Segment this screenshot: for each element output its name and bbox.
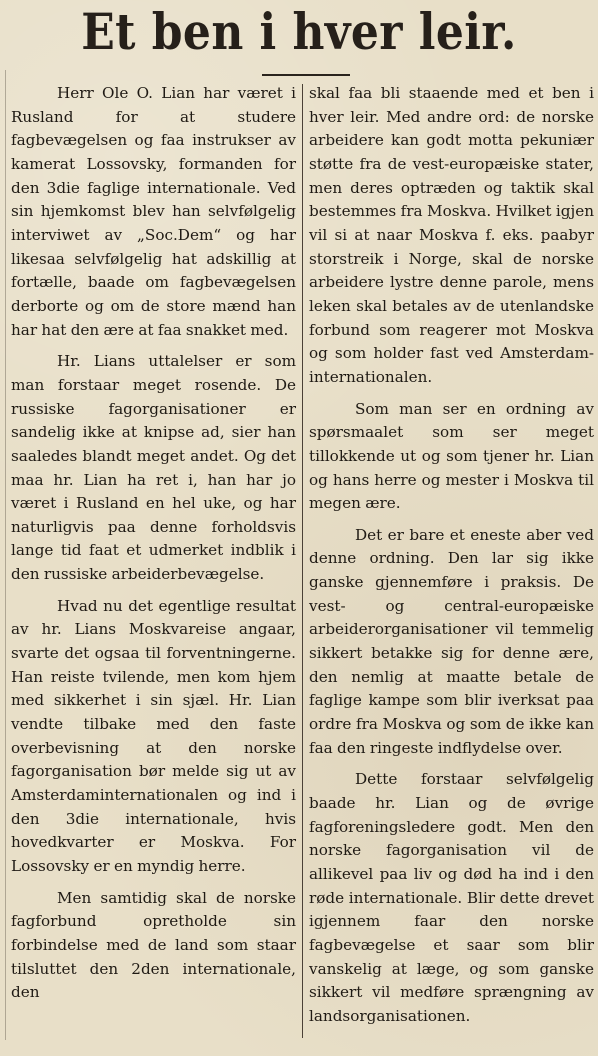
right-column xyxy=(309,82,594,1037)
article-paragraph: Som man ser en ordning av spørsmaalet som ser meget tillokkende ut og som tjener hr. Lian og hans herre og mester i Moskva til megen ære. xyxy=(309,399,594,513)
article-headline: Et ben i hver leir. xyxy=(81,2,517,61)
article-paragraph: Herr Ole O. Lian har været i Rusland for at studere fagbevægelsen og faa instrukser av kamerat Lossovsky, formanden for den 3die faglige internationale. Ved sin hjemkomst blev han selvfølgelig interviwet av „Soc.Dem“ og har likesaa selvfølgelig hat adskillig at fortælle, baade om fagbevægelsen derborte og om de store mænd han har hat den ære at faa snakket med. xyxy=(11,84,296,339)
left-column xyxy=(11,82,296,1013)
column-divider xyxy=(302,84,303,1038)
article-paragraph: Hr. Lians uttalelser er som man forstaar meget rosende. De russiske fagorganisationer er sandelig ikke at knipse ad, sier han saaledes blandt meget andet. Og det maa hr. Lian ha ret i, han har jo været i Rusland en hel uke, og har naturligvis paa denne forholdsvis lange tid faat et udmerket indblik i den russiske arbeiderbevægelse. xyxy=(11,352,296,584)
article-paragraph: Hvad nu det egentlige resultat av hr. Lians Moskvareise angaar, svarte det ogsaa til forventningerne. Han reiste tvilende, men kom hjem med sikkerhet i sin sjæl. Hr. Lian vendte tilbake med den faste overbevisning at den norske fagorganisation bør melde sig ut av Amsterdaminternationalen og ind i den 3die internationale, hvis hovedkvarter er Moskva. For Lossovsky er en myndig herre. xyxy=(11,596,296,875)
article-paragraph: Men samtidig skal de norske fagforbund opretholde sin forbindelse med de land som staar tilsluttet den 2den internationale, den xyxy=(11,888,296,1002)
article-paragraph-continuation: skal faa bli staaende med et ben i hver leir. Med andre ord: de norske arbeidere kan godt motta pekuniær støtte fra de vest-europæiske stater, men deres optræden og taktik skal bestemmes fra Moskva. Hvilket igjen vil si at naar Moskva f. eks. paabyr storstreik i Norge, skal de norske arbeidere lystre denne parole, mens leken skal betales av de utenlandske forbund som reagerer mot Moskva og som holder fast ved Amsterdam-internationalen. xyxy=(309,84,594,386)
headline-divider xyxy=(262,74,350,76)
article-paragraph: Det er bare et eneste aber ved denne ordning. Den lar sig ikke ganske gjennemføre i praksis. De vest- og central-europæiske arbeiderorganisationer vil temmelig sikkert betakke sig for denne ære, den nemlig at maatte betale de faglige kampe som blir iverksat paa ordre fra Moskva og som de ikke kan faa den ringeste indflydelse over. xyxy=(309,525,594,757)
left-page-edge xyxy=(5,70,6,1040)
article-paragraph: Dette forstaar selvfølgelig baade hr. Lian og de øvrige fagforeningsledere godt. Men den norske fagorganisation vil de allikevel paa liv og død ha ind i den røde internationale. Blir dette drevet igjennem faar den norske fagbevægelse et saar som blir vanskelig at læge, og som ganske sikkert vil medføre sprængning av landsorganisationen. xyxy=(309,770,594,1025)
